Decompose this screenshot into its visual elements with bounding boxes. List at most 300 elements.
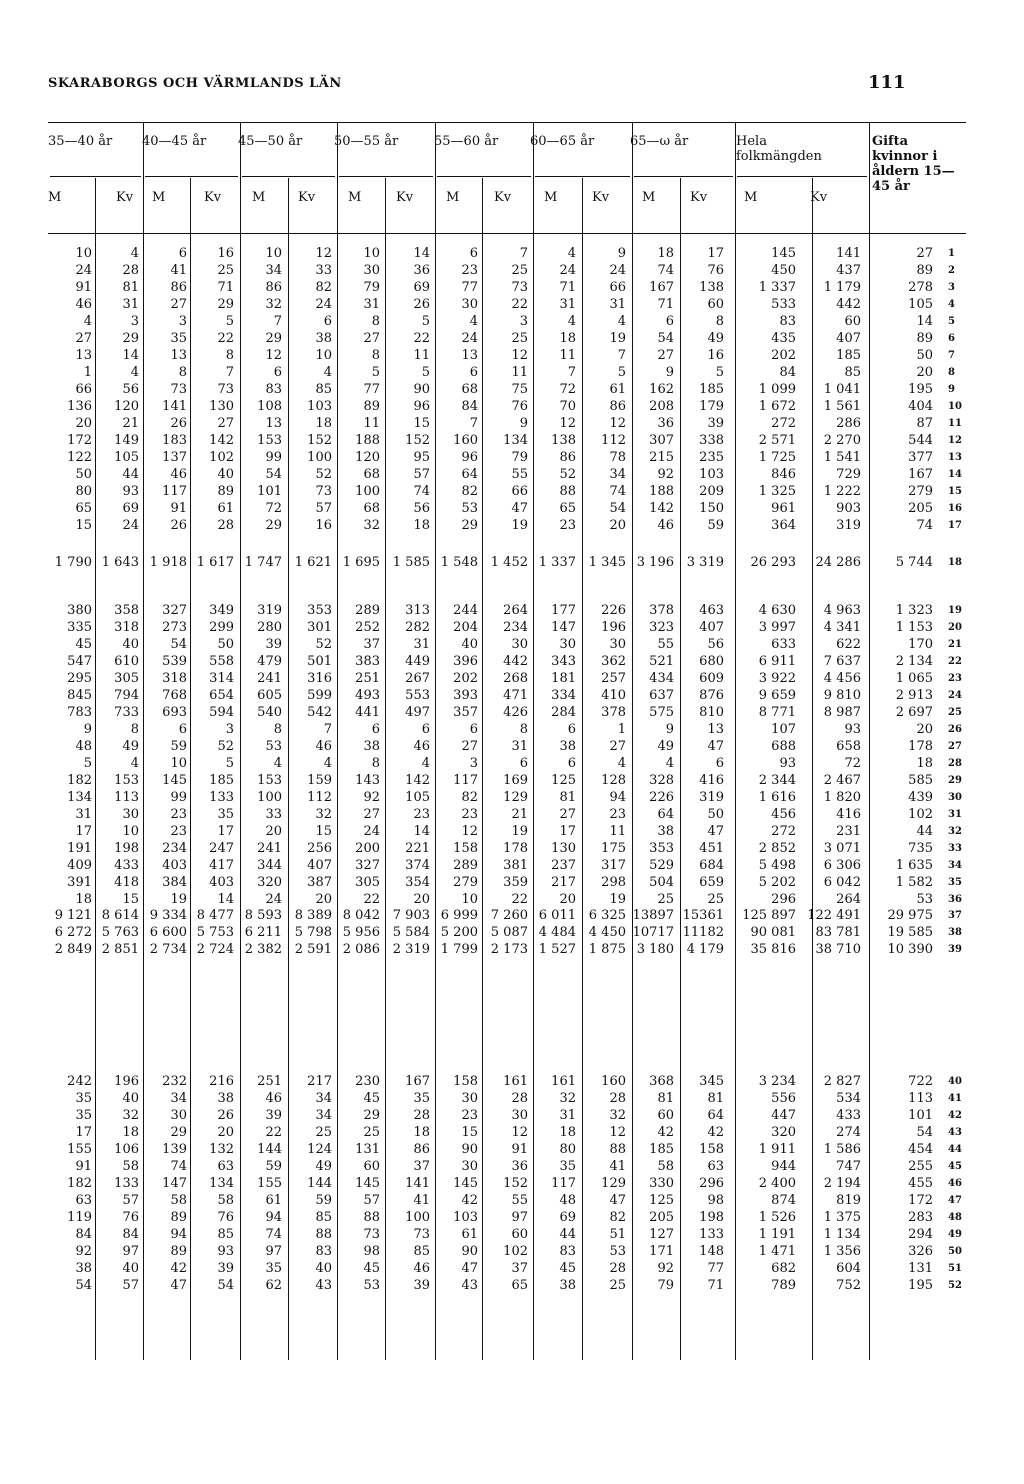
table-cell: 693 — [162, 705, 187, 720]
table-cell: 27 — [170, 297, 187, 312]
table-cell: 30 — [461, 297, 478, 312]
table-cell: 556 — [771, 1091, 796, 1106]
table-cell: 6 — [323, 314, 332, 329]
table-cell: 5 753 — [196, 925, 234, 940]
table-cell: 145 — [355, 1176, 380, 1191]
table-cell: 585 — [908, 773, 933, 788]
table-cell: 295 — [67, 671, 92, 686]
table-row — [0, 875, 1024, 891]
table-cell: 722 — [908, 1074, 933, 1089]
table-cell: 105 — [114, 450, 139, 465]
table-cell: 12 — [559, 416, 576, 431]
table-row — [0, 620, 1024, 636]
table-cell: 4 — [665, 756, 674, 771]
column-sub-header: M — [152, 190, 166, 205]
table-cell: 28 — [609, 1261, 626, 1276]
table-cell: 10717 — [632, 925, 674, 940]
table-cell: 160 — [601, 1074, 626, 1089]
table-cell: 86 — [609, 399, 626, 414]
table-cell: 5 584 — [392, 925, 430, 940]
table-cell: 5 — [371, 365, 380, 380]
table-cell: 38 — [315, 331, 332, 346]
table-cell: 539 — [162, 654, 187, 669]
table-cell: 9 810 — [823, 688, 861, 703]
row-number: 15 — [948, 486, 962, 497]
table-cell: 6 — [371, 722, 380, 737]
table-cell: 79 — [657, 1278, 674, 1293]
row-number: 16 — [948, 503, 962, 514]
table-cell: 83 — [265, 382, 282, 397]
table-cell: 6 — [665, 314, 674, 329]
table-cell: 6 272 — [54, 925, 92, 940]
table-cell: 182 — [67, 773, 92, 788]
table-cell: 4 — [617, 756, 626, 771]
table-cell: 24 — [315, 297, 332, 312]
table-cell: 8 771 — [758, 705, 796, 720]
table-cell: 5 — [83, 756, 92, 771]
table-cell: 52 — [315, 637, 332, 652]
table-cell: 6 — [567, 722, 576, 737]
table-cell: 1 325 — [758, 484, 796, 499]
table-cell: 733 — [114, 705, 139, 720]
table-row — [0, 314, 1024, 330]
table-cell: 32 — [609, 1108, 626, 1123]
table-row — [0, 1244, 1024, 1260]
table-cell: 97 — [122, 1244, 139, 1259]
column-sub-header: Kv — [592, 190, 610, 205]
table-cell: 37 — [363, 637, 380, 652]
table-cell: 82 — [315, 280, 332, 295]
table-row — [0, 722, 1024, 738]
table-cell: 24 286 — [815, 555, 861, 570]
table-row — [0, 654, 1024, 670]
table-cell: 76 — [511, 399, 528, 414]
table-cell: 42 — [461, 1193, 478, 1208]
table-cell: 5 798 — [294, 925, 332, 940]
table-cell: 2 591 — [294, 942, 332, 957]
table-cell: 8 042 — [342, 908, 380, 923]
table-cell: 633 — [771, 637, 796, 652]
table-cell: 68 — [461, 382, 478, 397]
table-cell: 6 — [715, 756, 724, 771]
table-cell: 409 — [67, 858, 92, 873]
table-cell: 21 — [122, 416, 139, 431]
table-cell: 108 — [257, 399, 282, 414]
table-cell: 4 — [567, 246, 576, 261]
table-cell: 594 — [209, 705, 234, 720]
table-cell: 200 — [355, 841, 380, 856]
table-cell: 81 — [122, 280, 139, 295]
table-cell: 45 — [559, 1261, 576, 1276]
table-cell: 463 — [699, 603, 724, 618]
table-cell: 20 — [315, 892, 332, 907]
table-cell: 96 — [413, 399, 430, 414]
table-cell: 30 — [559, 637, 576, 652]
table-cell: 141 — [162, 399, 187, 414]
table-cell: 28 — [122, 263, 139, 278]
table-cell: 54 — [609, 501, 626, 516]
table-cell: 25 — [511, 331, 528, 346]
table-cell: 1 345 — [588, 555, 626, 570]
table-cell: 35 — [265, 1261, 282, 1276]
table-cell: 133 — [699, 1227, 724, 1242]
table-cell: 605 — [257, 688, 282, 703]
row-number: 31 — [948, 809, 962, 820]
table-row — [0, 790, 1024, 806]
table-cell: 144 — [257, 1142, 282, 1157]
table-cell: 145 — [453, 1176, 478, 1191]
table-cell: 149 — [114, 433, 139, 448]
column-sub-header: Kv — [810, 190, 828, 205]
table-cell: 86 — [413, 1142, 430, 1157]
table-cell: 31 — [122, 297, 139, 312]
table-cell: 343 — [551, 654, 576, 669]
table-cell: 9 — [83, 722, 92, 737]
table-cell: 167 — [405, 1074, 430, 1089]
table-cell: 27 — [559, 807, 576, 822]
table-cell: 54 — [75, 1278, 92, 1293]
table-cell: 46 — [413, 739, 430, 754]
table-cell: 20 — [916, 365, 933, 380]
table-cell: 3 — [130, 314, 139, 329]
table-cell: 256 — [307, 841, 332, 856]
table-cell: 2 852 — [758, 841, 796, 856]
table-row — [0, 705, 1024, 721]
table-cell: 30 — [609, 637, 626, 652]
table-cell: 1 471 — [758, 1244, 796, 1259]
table-row — [0, 348, 1024, 364]
table-cell: 479 — [257, 654, 282, 669]
table-cell: 29 — [170, 1125, 187, 1140]
table-cell: 153 — [257, 433, 282, 448]
table-cell: 903 — [836, 501, 861, 516]
table-cell: 10 — [265, 246, 282, 261]
table-cell: 5 744 — [895, 555, 933, 570]
table-cell: 497 — [405, 705, 430, 720]
row-number: 3 — [948, 282, 955, 293]
table-cell: 8 — [130, 722, 139, 737]
table-cell: 26 — [170, 416, 187, 431]
table-cell: 93 — [844, 722, 861, 737]
table-cell: 205 — [649, 1210, 674, 1225]
table-cell: 91 — [170, 501, 187, 516]
table-cell: 358 — [114, 603, 139, 618]
table-cell: 354 — [405, 875, 430, 890]
table-cell: 326 — [908, 1244, 933, 1259]
table-cell: 283 — [908, 1210, 933, 1225]
table-cell: 9 659 — [758, 688, 796, 703]
row-number: 33 — [948, 843, 962, 854]
table-cell: 264 — [503, 603, 528, 618]
table-cell: 96 — [461, 450, 478, 465]
table-cell: 77 — [363, 382, 380, 397]
table-cell: 747 — [836, 1159, 861, 1174]
table-cell: 273 — [162, 620, 187, 635]
table-cell: 188 — [355, 433, 380, 448]
table-cell: 14 — [413, 824, 430, 839]
column-sub-header: Kv — [396, 190, 414, 205]
table-cell: 7 260 — [490, 908, 528, 923]
table-cell: 622 — [836, 637, 861, 652]
table-cell: 56 — [707, 637, 724, 652]
table-cell: 4 450 — [588, 925, 626, 940]
table-cell: 328 — [649, 773, 674, 788]
table-cell: 27 — [657, 348, 674, 363]
table-cell: 26 — [217, 1108, 234, 1123]
table-cell: 362 — [601, 654, 626, 669]
table-cell: 74 — [657, 263, 674, 278]
table-cell: 92 — [363, 790, 380, 805]
table-cell: 183 — [162, 433, 187, 448]
table-cell: 132 — [209, 1142, 234, 1157]
table-cell: 11 — [559, 348, 576, 363]
table-cell: 268 — [503, 671, 528, 686]
table-cell: 32 — [122, 1108, 139, 1123]
table-cell: 36 — [657, 416, 674, 431]
table-cell: 145 — [771, 246, 796, 261]
table-cell: 139 — [162, 1142, 187, 1157]
table-cell: 2 851 — [101, 942, 139, 957]
running-head: SKARABORGS OCH VÄRMLANDS LÄN — [48, 76, 342, 91]
table-cell: 24 — [75, 263, 92, 278]
table-cell: 57 — [122, 1193, 139, 1208]
table-cell: 1 548 — [440, 555, 478, 570]
table-cell: 5 — [225, 756, 234, 771]
table-row — [0, 263, 1024, 279]
group-header-underline — [535, 176, 630, 177]
table-cell: 2 173 — [490, 942, 528, 957]
table-cell: 125 — [551, 773, 576, 788]
table-cell: 90 — [461, 1142, 478, 1157]
table-cell: 234 — [503, 620, 528, 635]
table-cell: 4 — [83, 314, 92, 329]
table-cell: 217 — [551, 875, 576, 890]
table-cell: 345 — [699, 1074, 724, 1089]
table-cell: 57 — [122, 1278, 139, 1293]
table-row — [0, 1159, 1024, 1175]
table-cell: 28 — [511, 1091, 528, 1106]
table-cell: 153 — [114, 773, 139, 788]
table-cell: 27 — [363, 331, 380, 346]
table-cell: 204 — [453, 620, 478, 635]
table-cell: 3 234 — [758, 1074, 796, 1089]
table-cell: 7 — [519, 246, 528, 261]
table-cell: 59 — [265, 1159, 282, 1174]
table-cell: 232 — [162, 1074, 187, 1089]
column-sub-header: M — [744, 190, 758, 205]
table-cell: 289 — [355, 603, 380, 618]
table-cell: 244 — [453, 603, 478, 618]
table-cell: 27 — [363, 807, 380, 822]
table-cell: 22 — [413, 331, 430, 346]
table-cell: 198 — [114, 841, 139, 856]
table-cell: 20 — [916, 722, 933, 737]
table-cell: 98 — [363, 1244, 380, 1259]
table-cell: 12 — [461, 824, 478, 839]
table-cell: 381 — [503, 858, 528, 873]
row-number: 45 — [948, 1161, 962, 1172]
table-cell: 8 — [715, 314, 724, 329]
table-cell: 141 — [836, 246, 861, 261]
table-cell: 783 — [67, 705, 92, 720]
table-cell: 28 — [217, 518, 234, 533]
table-cell: 493 — [355, 688, 380, 703]
table-cell: 52 — [315, 467, 332, 482]
table-cell: 10 — [75, 246, 92, 261]
table-cell: 73 — [170, 382, 187, 397]
table-cell: 93 — [122, 484, 139, 499]
table-cell: 1 526 — [758, 1210, 796, 1225]
table-cell: 318 — [114, 620, 139, 635]
table-cell: 8 593 — [244, 908, 282, 923]
table-row — [0, 756, 1024, 772]
table-cell: 1 041 — [823, 382, 861, 397]
row-number: 1 — [948, 248, 955, 259]
table-cell: 454 — [908, 1142, 933, 1157]
table-cell: 64 — [657, 807, 674, 822]
table-cell: 407 — [699, 620, 724, 635]
group-header-underline — [437, 176, 531, 177]
table-cell: 471 — [503, 688, 528, 703]
table-cell: 12 — [609, 416, 626, 431]
table-cell: 278 — [908, 280, 933, 295]
table-cell: 196 — [601, 620, 626, 635]
table-cell: 3 180 — [636, 942, 674, 957]
table-cell: 2 086 — [342, 942, 380, 957]
row-number: 7 — [948, 350, 955, 361]
table-cell: 19 — [170, 892, 187, 907]
table-cell: 433 — [836, 1108, 861, 1123]
table-cell: 20 — [413, 892, 430, 907]
table-cell: 294 — [908, 1227, 933, 1242]
table-cell: 426 — [503, 705, 528, 720]
table-cell: 1 065 — [895, 671, 933, 686]
table-cell: 20 — [217, 1125, 234, 1140]
table-cell: 185 — [209, 773, 234, 788]
table-cell: 92 — [657, 467, 674, 482]
table-cell: 3 071 — [823, 841, 861, 856]
table-cell: 80 — [559, 1142, 576, 1157]
table-cell: 39 — [265, 637, 282, 652]
table-cell: 1 — [83, 365, 92, 380]
table-cell: 1 918 — [149, 555, 187, 570]
table-cell: 158 — [453, 841, 478, 856]
page-number: 111 — [868, 72, 906, 93]
table-cell: 85 — [315, 382, 332, 397]
table-cell: 181 — [551, 671, 576, 686]
table-cell: 8 — [225, 348, 234, 363]
table-cell: 1 337 — [538, 555, 576, 570]
table-cell: 5 — [225, 314, 234, 329]
table-cell: 55 — [511, 1193, 528, 1208]
table-cell: 279 — [908, 484, 933, 499]
table-cell: 128 — [601, 773, 626, 788]
table-cell: 13 — [170, 348, 187, 363]
table-cell: 357 — [453, 705, 478, 720]
table-cell: 682 — [771, 1261, 796, 1276]
table-row — [0, 858, 1024, 874]
table-cell: 10 — [170, 756, 187, 771]
table-cell: 80 — [75, 484, 92, 499]
table-cell: 107 — [771, 722, 796, 737]
table-cell: 298 — [601, 875, 626, 890]
table-cell: 313 — [405, 603, 430, 618]
table-cell: 66 — [511, 484, 528, 499]
table-cell: 13 — [707, 722, 724, 737]
row-number: 34 — [948, 860, 962, 871]
table-cell: 21 — [511, 807, 528, 822]
table-cell: 5 956 — [342, 925, 380, 940]
table-cell: 2 724 — [196, 942, 234, 957]
table-cell: 85 — [844, 365, 861, 380]
table-cell: 56 — [122, 382, 139, 397]
table-cell: 604 — [836, 1261, 861, 1276]
table-cell: 5 087 — [490, 925, 528, 940]
table-cell: 3 — [225, 722, 234, 737]
table-cell: 1 356 — [823, 1244, 861, 1259]
table-cell: 2 194 — [823, 1176, 861, 1191]
table-cell: 267 — [405, 671, 430, 686]
table-cell: 40 — [315, 1261, 332, 1276]
table-cell: 100 — [405, 1210, 430, 1225]
table-cell: 81 — [707, 1091, 724, 1106]
table-cell: 93 — [779, 756, 796, 771]
table-cell: 49 — [707, 331, 724, 346]
table-cell: 417 — [209, 858, 234, 873]
table-row — [0, 399, 1024, 415]
table-cell: 28 — [413, 1108, 430, 1123]
table-cell: 3 — [469, 756, 478, 771]
table-cell: 31 — [559, 297, 576, 312]
table-cell: 216 — [209, 1074, 234, 1089]
column-sub-header: M — [252, 190, 266, 205]
table-cell: 91 — [75, 280, 92, 295]
table-cell: 74 — [265, 1227, 282, 1242]
row-number: 47 — [948, 1195, 962, 1206]
table-cell: 113 — [908, 1091, 933, 1106]
row-number: 51 — [948, 1263, 962, 1274]
table-cell: 9 121 — [54, 908, 92, 923]
table-cell: 10 — [363, 246, 380, 261]
table-cell: 57 — [315, 501, 332, 516]
table-cell: 38 — [75, 1261, 92, 1276]
table-cell: 1 725 — [758, 450, 796, 465]
row-number: 21 — [948, 639, 962, 650]
table-cell: 103 — [453, 1210, 478, 1225]
row-number: 8 — [948, 367, 955, 378]
table-cell: 2 697 — [895, 705, 933, 720]
table-cell: 91 — [75, 1159, 92, 1174]
table-cell: 77 — [707, 1261, 724, 1276]
table-cell: 31 — [413, 637, 430, 652]
table-cell: 6 325 — [588, 908, 626, 923]
table-cell: 316 — [307, 671, 332, 686]
table-cell: 73 — [217, 382, 234, 397]
table-cell: 451 — [699, 841, 724, 856]
table-cell: 83 — [315, 1244, 332, 1259]
table-row — [0, 892, 1024, 908]
table-cell: 131 — [908, 1261, 933, 1276]
table-cell: 684 — [699, 858, 724, 873]
row-number: 44 — [948, 1144, 962, 1155]
table-cell: 1 790 — [54, 555, 92, 570]
table-cell: 64 — [461, 467, 478, 482]
table-cell: 637 — [649, 688, 674, 703]
table-cell: 35 — [170, 331, 187, 346]
table-cell: 77 — [461, 280, 478, 295]
table-cell: 150 — [699, 501, 724, 516]
table-cell: 31 — [75, 807, 92, 822]
